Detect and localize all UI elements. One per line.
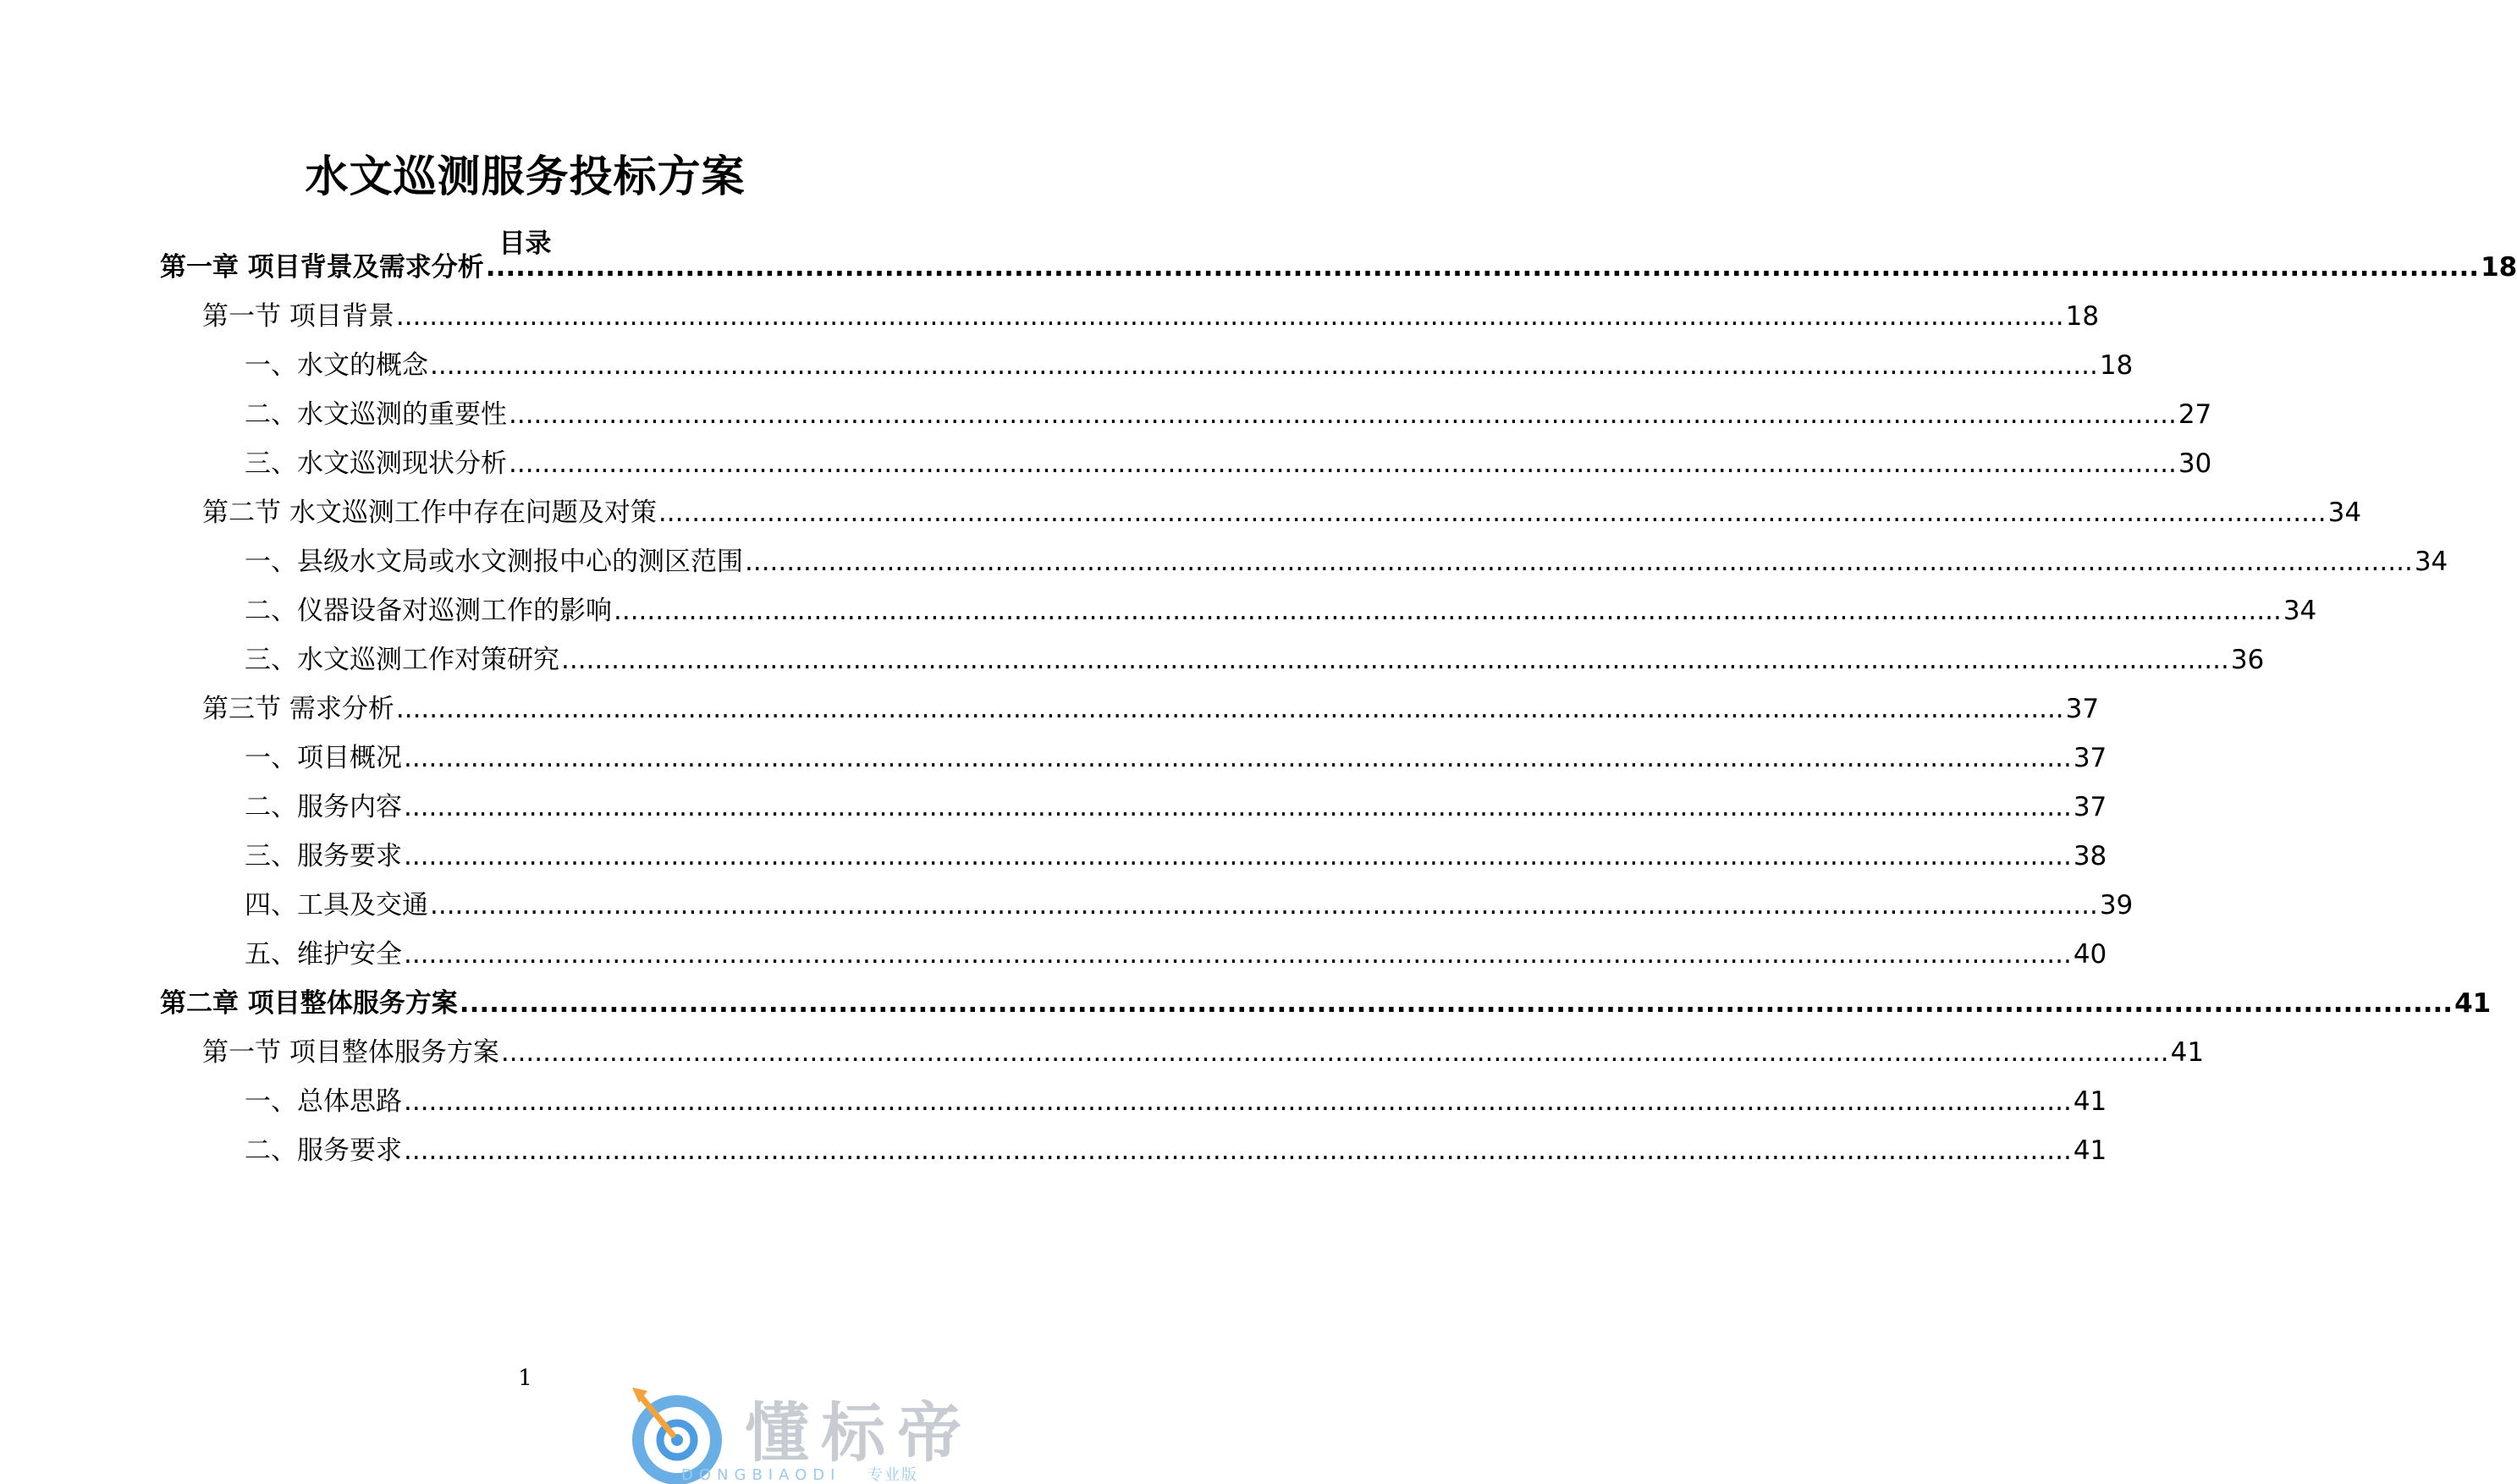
toc-entry-label: 二、服务要求: [245, 1135, 402, 1166]
toc-entry-page: 37: [2073, 792, 2107, 822]
toc-leader: ........................................................................................................................................................................................................: [485, 252, 2480, 283]
toc-entry-page: 41: [2073, 1135, 2107, 1166]
toc-entry[interactable]: [245, 396, 2212, 433]
toc-entry[interactable]: [245, 1132, 2107, 1169]
toc-entry[interactable]: [202, 690, 2100, 728]
toc-entry-page: 18: [2065, 301, 2100, 332]
toc-entry-label: 第一节 项目整体服务方案: [202, 1037, 499, 1068]
toc-leader: ........................................................................................................................................................................................................: [395, 694, 2064, 724]
toc-leader: ........................................................................................................................................................................................................: [404, 939, 2072, 970]
toc-entry[interactable]: [245, 592, 2317, 629]
toc-entry-page: 34: [2283, 596, 2317, 626]
toc-leader: ........................................................................................................................................................................................................: [561, 645, 2229, 675]
toc-leader: ........................................................................................................................................................................................................: [395, 301, 2064, 332]
toc-entry[interactable]: [245, 739, 2107, 777]
toc-entry-page: 41: [2170, 1037, 2205, 1068]
toc-leader: ........................................................................................................................................................................................................: [500, 1037, 2169, 1068]
toc-entry-page: 37: [2073, 743, 2107, 773]
toc-leader: ........................................................................................................................................................................................................: [658, 497, 2327, 528]
toc-entry-label: 第三节 需求分析: [202, 694, 394, 724]
toc-entry[interactable]: [245, 445, 2212, 482]
toc-entry-label: 第二章 项目整体服务方案: [160, 988, 458, 1019]
toc-entry-label: 二、水文巡测的重要性: [245, 399, 507, 430]
toc-leader: ........................................................................................................................................................................................................: [430, 350, 2098, 381]
toc-entry-page: 34: [2414, 547, 2448, 577]
toc-entry[interactable]: [202, 298, 2100, 335]
page-number: 1: [518, 1366, 532, 1391]
brand-watermark: [631, 1381, 1033, 1484]
toc-entry-label: 二、仪器设备对巡测工作的影响: [245, 596, 612, 626]
toc-entry[interactable]: [202, 1034, 2205, 1071]
toc-entry-page: 18: [2481, 252, 2517, 283]
toc-entry[interactable]: [245, 347, 2134, 384]
toc-entry[interactable]: [245, 887, 2134, 924]
toc-entry-page: 18: [2099, 350, 2134, 381]
toc-leader: ........................................................................................................................................................................................................: [509, 399, 2177, 430]
watermark-edition-text: 专业版: [867, 1466, 918, 1484]
toc-leader: ........................................................................................................................................................................................................: [404, 792, 2072, 822]
toc-entry-label: 三、服务要求: [245, 841, 402, 871]
toc-leader: ........................................................................................................................................................................................................: [614, 596, 2282, 626]
toc-entry[interactable]: [245, 936, 2107, 973]
toc-entry-page: 40: [2073, 939, 2107, 970]
watermark-brand-text: 懂标帝: [745, 1395, 973, 1470]
toc-entry-page: 27: [2178, 399, 2212, 430]
toc-entry-label: 二、服务内容: [245, 792, 402, 822]
toc-entry[interactable]: [245, 838, 2107, 875]
toc-entry-label: 三、水文巡测现状分析: [245, 448, 507, 479]
toc-entry[interactable]: [160, 985, 2492, 1022]
toc-leader: ........................................................................................................................................................................................................: [404, 1135, 2072, 1166]
toc-entry-label: 一、水文的概念: [245, 350, 428, 381]
toc-entry-page: 36: [2230, 645, 2265, 675]
toc-entry-page: 30: [2178, 448, 2212, 479]
watermark-latin-text: DONGBIAODI: [681, 1466, 841, 1484]
toc-entry-label: 一、县级水文局或水文测报中心的测区范围: [245, 547, 743, 577]
toc-entry-label: 第一节 项目背景: [202, 301, 394, 332]
toc-entry-label: 三、水文巡测工作对策研究: [245, 645, 559, 675]
toc-entry-label: 五、维护安全: [245, 939, 402, 970]
toc-entry[interactable]: [160, 249, 2517, 286]
toc-leader: ........................................................................................................................................................................................................: [430, 890, 2098, 921]
toc-entry[interactable]: [202, 494, 2362, 531]
toc-entry-label: 四、工具及交通: [245, 890, 428, 921]
toc-entry-page: 38: [2073, 841, 2107, 871]
toc-leader: ........................................................................................................................................................................................................: [404, 743, 2072, 773]
toc-heading: 目录: [498, 228, 552, 259]
toc-entry-label: 一、总体思路: [245, 1086, 402, 1117]
toc-entry-page: 41: [2073, 1086, 2107, 1117]
toc-entry-label: 第一章 项目背景及需求分析: [160, 252, 484, 283]
page-title: 水文巡测服务投标方案: [305, 152, 746, 202]
target-icon: [632, 1388, 716, 1479]
toc-entry-page: 34: [2327, 497, 2362, 528]
toc-leader: ........................................................................................................................................................................................................: [509, 448, 2177, 479]
brand-watermark-graphic: [631, 1381, 1033, 1484]
toc-entry[interactable]: [245, 1083, 2107, 1120]
toc-entry[interactable]: [245, 641, 2265, 679]
toc-entry[interactable]: [245, 789, 2107, 826]
toc-entry[interactable]: [245, 543, 2448, 580]
toc-leader: ........................................................................................................................................................................................................: [459, 988, 2454, 1019]
toc-entry-label: 一、项目概况: [245, 743, 402, 773]
toc-entry-label: 第二节 水文巡测工作中存在问题及对策: [202, 497, 657, 528]
toc-leader: ........................................................................................................................................................................................................: [404, 1086, 2072, 1117]
toc-leader: ........................................................................................................................................................................................................: [745, 547, 2413, 577]
toc-entry-page: 37: [2065, 694, 2100, 724]
toc-entry-page: 39: [2099, 890, 2134, 921]
toc-leader: ........................................................................................................................................................................................................: [404, 841, 2072, 871]
toc-entry-page: 41: [2454, 988, 2492, 1019]
